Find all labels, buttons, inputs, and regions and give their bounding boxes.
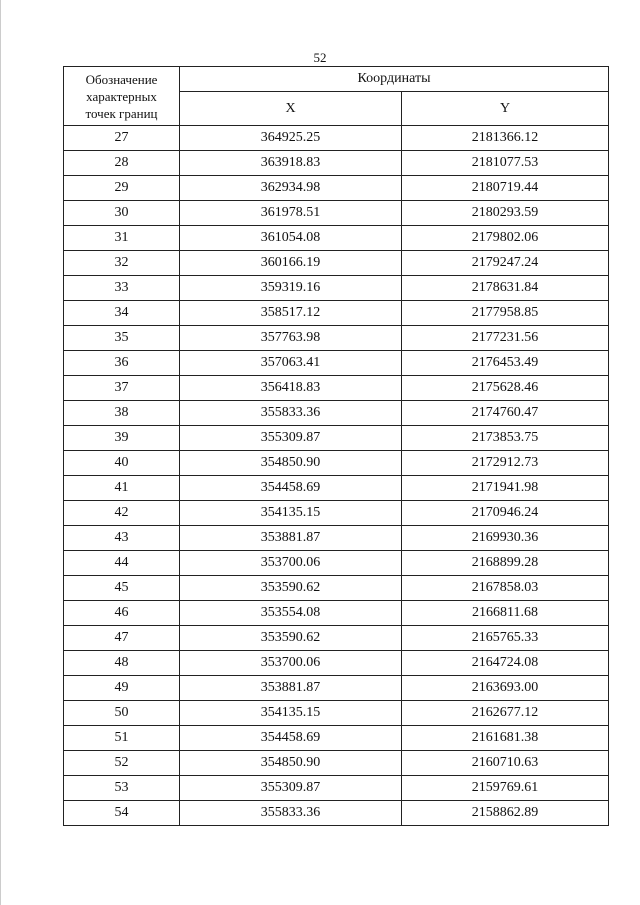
x-coordinate-cell: 359319.16 [180, 276, 402, 301]
x-coordinate-cell: 362934.98 [180, 176, 402, 201]
x-coordinate-cell: 356418.83 [180, 376, 402, 401]
table-row [64, 501, 609, 526]
x-coordinate-cell: 364925.25 [180, 126, 402, 151]
table-row [64, 351, 609, 376]
point-number-cell: 46 [64, 601, 180, 626]
x-column-header: X [180, 92, 402, 126]
table-row [64, 426, 609, 451]
x-coordinate-cell: 355309.87 [180, 426, 402, 451]
y-coordinate-cell: 2181077.53 [402, 151, 609, 176]
point-number-cell: 45 [64, 576, 180, 601]
point-number-cell: 30 [64, 201, 180, 226]
y-coordinate-cell: 2164724.08 [402, 651, 609, 676]
point-number-cell: 41 [64, 476, 180, 501]
y-coordinate-cell: 2163693.00 [402, 676, 609, 701]
y-coordinate-cell: 2159769.61 [402, 776, 609, 801]
point-number-cell: 40 [64, 451, 180, 476]
y-coordinate-cell: 2180293.59 [402, 201, 609, 226]
point-label-header [64, 67, 180, 126]
x-coordinate-cell: 361978.51 [180, 201, 402, 226]
table-row [64, 451, 609, 476]
point-number-cell: 52 [64, 751, 180, 776]
table-row [64, 626, 609, 651]
y-coordinate-cell: 2169930.36 [402, 526, 609, 551]
y-coordinate-cell: 2171941.98 [402, 476, 609, 501]
x-coordinate-cell: 355833.36 [180, 801, 402, 826]
x-coordinate-cell: 358517.12 [180, 301, 402, 326]
point-number-cell: 34 [64, 301, 180, 326]
y-coordinate-cell: 2158862.89 [402, 801, 609, 826]
x-coordinate-cell: 355309.87 [180, 776, 402, 801]
y-coordinate-cell: 2166811.68 [402, 601, 609, 626]
x-coordinate-cell: 354458.69 [180, 476, 402, 501]
x-coordinate-cell: 354850.90 [180, 751, 402, 776]
y-coordinate-cell: 2161681.38 [402, 726, 609, 751]
y-column-header: Y [402, 92, 609, 126]
table-row [64, 526, 609, 551]
table-row [64, 576, 609, 601]
y-coordinate-cell: 2170946.24 [402, 501, 609, 526]
table-row [64, 601, 609, 626]
page-number: 52 [313, 50, 327, 65]
y-coordinate-cell: 2165765.33 [402, 626, 609, 651]
x-coordinate-cell: 357763.98 [180, 326, 402, 351]
y-coordinate-cell: 2179247.24 [402, 251, 609, 276]
x-coordinate-cell: 354135.15 [180, 501, 402, 526]
point-number-cell: 47 [64, 626, 180, 651]
table-row [64, 326, 609, 351]
point-number-cell: 51 [64, 726, 180, 751]
point-number-cell: 54 [64, 801, 180, 826]
point-number-cell: 37 [64, 376, 180, 401]
x-coordinate-cell: 354458.69 [180, 726, 402, 751]
table-row [64, 276, 609, 301]
point-number-cell: 28 [64, 151, 180, 176]
x-coordinate-cell: 361054.08 [180, 226, 402, 251]
y-coordinate-cell: 2180719.44 [402, 176, 609, 201]
y-coordinate-cell: 2175628.46 [402, 376, 609, 401]
point-number-cell: 50 [64, 701, 180, 726]
y-coordinate-cell: 2168899.28 [402, 551, 609, 576]
y-coordinate-cell: 2178631.84 [402, 276, 609, 301]
y-coordinate-cell: 2177231.56 [402, 326, 609, 351]
table-row [64, 651, 609, 676]
point-number-cell: 31 [64, 226, 180, 251]
y-coordinate-cell: 2167858.03 [402, 576, 609, 601]
y-coordinate-cell: 2173853.75 [402, 426, 609, 451]
point-number-cell: 36 [64, 351, 180, 376]
point-number-cell: 27 [64, 126, 180, 151]
table-row [64, 726, 609, 751]
x-coordinate-cell: 353700.06 [180, 651, 402, 676]
point-number-cell: 38 [64, 401, 180, 426]
table-row [64, 801, 609, 826]
coordinates-table [63, 66, 609, 826]
table-row [64, 126, 609, 151]
table-row [64, 401, 609, 426]
table-row [64, 226, 609, 251]
y-coordinate-cell: 2160710.63 [402, 751, 609, 776]
table-row [64, 151, 609, 176]
point-number-cell: 42 [64, 501, 180, 526]
x-coordinate-cell: 363918.83 [180, 151, 402, 176]
y-coordinate-cell: 2179802.06 [402, 226, 609, 251]
x-coordinate-cell: 360166.19 [180, 251, 402, 276]
point-number-cell: 32 [64, 251, 180, 276]
table-row [64, 201, 609, 226]
table-row [64, 476, 609, 501]
point-label-line-2: характерных [86, 88, 157, 104]
table-row [64, 776, 609, 801]
point-label-line-3: точек границ [85, 105, 158, 121]
x-coordinate-cell: 353590.62 [180, 626, 402, 651]
table-row [64, 751, 609, 776]
point-number-cell: 33 [64, 276, 180, 301]
point-number-cell: 48 [64, 651, 180, 676]
y-coordinate-cell: 2172912.73 [402, 451, 609, 476]
table-row [64, 176, 609, 201]
x-coordinate-cell: 355833.36 [180, 401, 402, 426]
x-coordinate-cell: 353881.87 [180, 676, 402, 701]
y-coordinate-cell: 2181366.12 [402, 126, 609, 151]
y-coordinate-cell: 2162677.12 [402, 701, 609, 726]
x-coordinate-cell: 357063.41 [180, 351, 402, 376]
point-number-cell: 43 [64, 526, 180, 551]
y-coordinate-cell: 2177958.85 [402, 301, 609, 326]
x-coordinate-cell: 353881.87 [180, 526, 402, 551]
point-number-cell: 49 [64, 676, 180, 701]
x-coordinate-cell: 354850.90 [180, 451, 402, 476]
page-edge [0, 0, 1, 905]
y-coordinate-cell: 2176453.49 [402, 351, 609, 376]
point-number-cell: 29 [64, 176, 180, 201]
point-number-cell: 53 [64, 776, 180, 801]
point-number-cell: 35 [64, 326, 180, 351]
table-row [64, 301, 609, 326]
table-row [64, 551, 609, 576]
x-coordinate-cell: 353554.08 [180, 601, 402, 626]
table-row [64, 251, 609, 276]
table-row [64, 701, 609, 726]
x-coordinate-cell: 354135.15 [180, 701, 402, 726]
x-coordinate-cell: 353590.62 [180, 576, 402, 601]
point-number-cell: 44 [64, 551, 180, 576]
point-number-cell: 39 [64, 426, 180, 451]
point-label-line-1: Обозначение [85, 71, 158, 87]
table-row [64, 376, 609, 401]
table-row [64, 676, 609, 701]
coordinates-header: Координаты [180, 67, 609, 92]
x-coordinate-cell: 353700.06 [180, 551, 402, 576]
y-coordinate-cell: 2174760.47 [402, 401, 609, 426]
